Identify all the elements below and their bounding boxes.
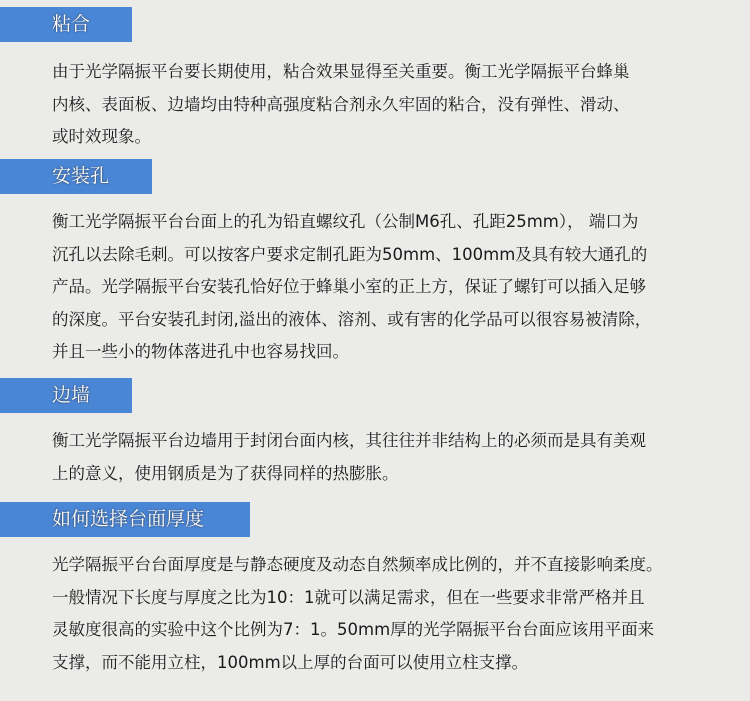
text-line: 并且一些小的物体落进孔中也容易找回。 (52, 342, 349, 361)
text-line: 的深度。平台安装孔封闭,溢出的液体、溶剂、或有害的化学品可以很容易被清除， (52, 309, 652, 329)
section-heading-thickness: 如何选择台面厚度 (0, 502, 250, 537)
paragraph-thickness (52, 549, 742, 679)
section-heading-mounting-holes: 安装孔 (0, 159, 152, 194)
text-line: 沉孔以去除毛刺。可以按客户要求定制孔距为50mm、100mm及具有较大通孔的 (52, 244, 648, 264)
paragraph-bonding (52, 56, 742, 154)
text-line: 产品。光学隔振平台安装孔恰好位于蜂巢小室的正上方，保证了螺钉可以插入足够 (52, 277, 646, 296)
section-heading-bonding: 粘合 (0, 7, 132, 42)
section-heading-side-walls: 边墙 (0, 378, 132, 413)
text-line: 或时效现象。 (52, 127, 151, 146)
text-line: 一般情况下长度与厚度之比为10：1就可以满足需求，但在一些要求非常严格并且 (52, 587, 645, 607)
paragraph-side-walls (52, 425, 742, 490)
text-line: 灵敏度很高的实验中这个比例为7：1。50mm厚的光学隔振平台台面应该用平面来 (52, 620, 655, 639)
text-line: 内核、表面板、边墙均由特种高强度粘合剂永久牢固的粘合，没有弹性、滑动、 (52, 94, 630, 114)
text-line: 光学隔振平台台面厚度是与静态硬度及动态自然频率成比例的，并不直接影响柔度。 (52, 555, 663, 574)
text-line: 衡工光学隔振平台台面上的孔为铅直螺纹孔（公制M6孔、孔距25mm）， 端口为 (52, 212, 639, 231)
text-line: 衡工光学隔振平台边墙用于封闭台面内核，其往往并非结构上的必须而是具有美观 (52, 431, 646, 450)
paragraph-mounting-holes (52, 206, 742, 369)
text-line: 由于光学隔振平台要长期使用，粘合效果显得至关重要。衡工光学隔振平台蜂巢 (52, 62, 630, 81)
text-line: 上的意义，使用钢质是为了获得同样的热膨胀。 (52, 463, 399, 483)
text-line: 支撑，而不能用立柱，100mm以上厚的台面可以使用立柱支撑。 (52, 652, 529, 672)
